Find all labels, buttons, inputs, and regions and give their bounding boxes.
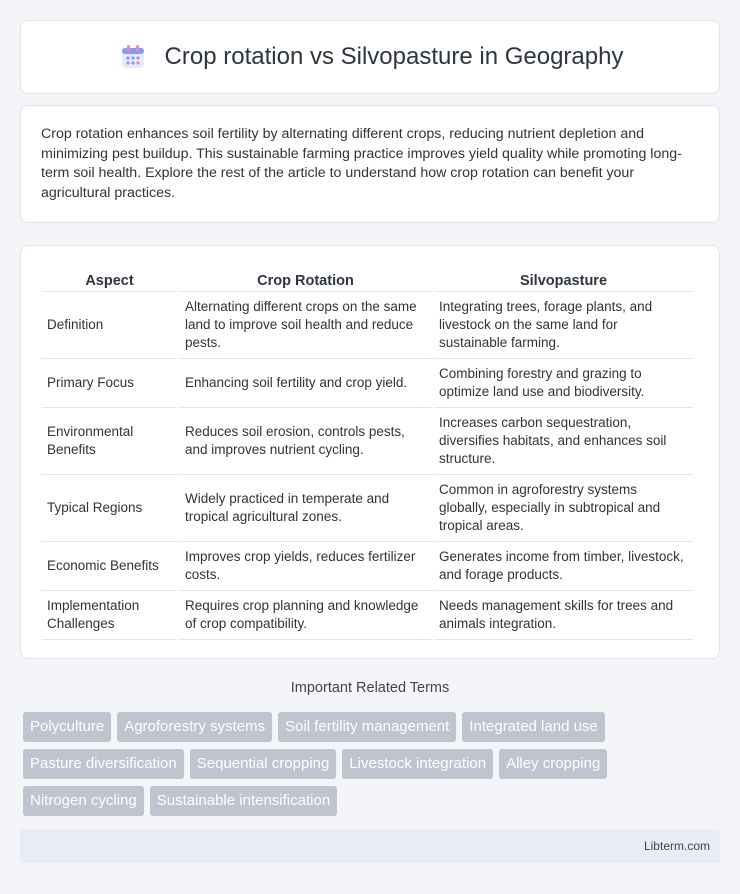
row-silvopasture: Increases carbon sequestration, diversifies habitats, and enhances soil structure. [434, 408, 693, 475]
related-term-tag[interactable]: Sustainable intensification [150, 786, 337, 816]
row-aspect: Typical Regions [42, 475, 177, 542]
comparison-table [39, 266, 696, 640]
row-aspect: Definition [42, 292, 177, 359]
table-row [42, 408, 693, 475]
row-crop-rotation: Improves crop yields, reduces fertilizer costs. [180, 542, 431, 591]
related-term-tag[interactable]: Integrated land use [462, 712, 604, 742]
related-term-tag[interactable]: Sequential cropping [190, 749, 337, 779]
related-term-tag[interactable]: Alley cropping [499, 749, 607, 779]
header-crop-rotation: Crop Rotation [180, 266, 431, 292]
row-crop-rotation: Reduces soil erosion, controls pests, and improves nutrient cycling. [180, 408, 431, 475]
related-term-tag[interactable]: Soil fertility management [278, 712, 456, 742]
header-aspect: Aspect [42, 266, 177, 292]
intro-card [20, 105, 720, 223]
related-terms-list [23, 712, 723, 816]
table-row [42, 542, 693, 591]
table-row [42, 359, 693, 408]
table-row [42, 591, 693, 640]
row-silvopasture: Generates income from timber, livestock, and forage products. [434, 542, 693, 591]
related-term-tag[interactable]: Polyculture [23, 712, 111, 742]
footer [20, 830, 720, 863]
related-term-tag[interactable]: Livestock integration [342, 749, 493, 779]
table-header-row [42, 266, 693, 292]
row-aspect: Economic Benefits [42, 542, 177, 591]
row-crop-rotation: Widely practiced in temperate and tropical agricultural zones. [180, 475, 431, 542]
row-aspect: Implementation Challenges [42, 591, 177, 640]
row-aspect: Environmental Benefits [42, 408, 177, 475]
row-aspect: Primary Focus [42, 359, 177, 408]
related-term-tag[interactable]: Nitrogen cycling [23, 786, 144, 816]
calendar-icon [117, 41, 149, 73]
row-silvopasture: Integrating trees, forage plants, and livestock on the same land for sustainable farming. [434, 292, 693, 359]
table-row [42, 475, 693, 542]
title-card [20, 20, 720, 94]
related-term-tag[interactable]: Pasture diversification [23, 749, 184, 779]
table-row [42, 292, 693, 359]
related-terms-heading: Important Related Terms [290, 680, 450, 696]
header-silvopasture: Silvopasture [434, 266, 693, 292]
row-silvopasture: Common in agroforestry systems globally, especially in subtropical and tropical areas. [434, 475, 693, 542]
row-crop-rotation: Requires crop planning and knowledge of crop compatibility. [180, 591, 431, 640]
comparison-table-card [20, 245, 720, 659]
intro-paragraph: Crop rotation enhances soil fertility by alternating different crops, reducing nutrient depletion and minimizing pest buildup. This sustainable farming practice improves yield quality while promoting long-term soil health. Explore the rest of the article to understand how crop rotation can benefit your agricultural practices. [41, 126, 682, 201]
row-crop-rotation: Alternating different crops on the same land to improve soil health and reduce pests. [180, 292, 431, 359]
row-silvopasture: Combining forestry and grazing to optimize land use and biodiversity. [434, 359, 693, 408]
row-silvopasture: Needs management skills for trees and animals integration. [434, 591, 693, 640]
row-crop-rotation: Enhancing soil fertility and crop yield. [180, 359, 431, 408]
page-title: Crop rotation vs Silvopasture in Geography [164, 43, 624, 70]
related-term-tag[interactable]: Agroforestry systems [117, 712, 272, 742]
footer-site-link[interactable]: Libterm.com [643, 839, 710, 853]
